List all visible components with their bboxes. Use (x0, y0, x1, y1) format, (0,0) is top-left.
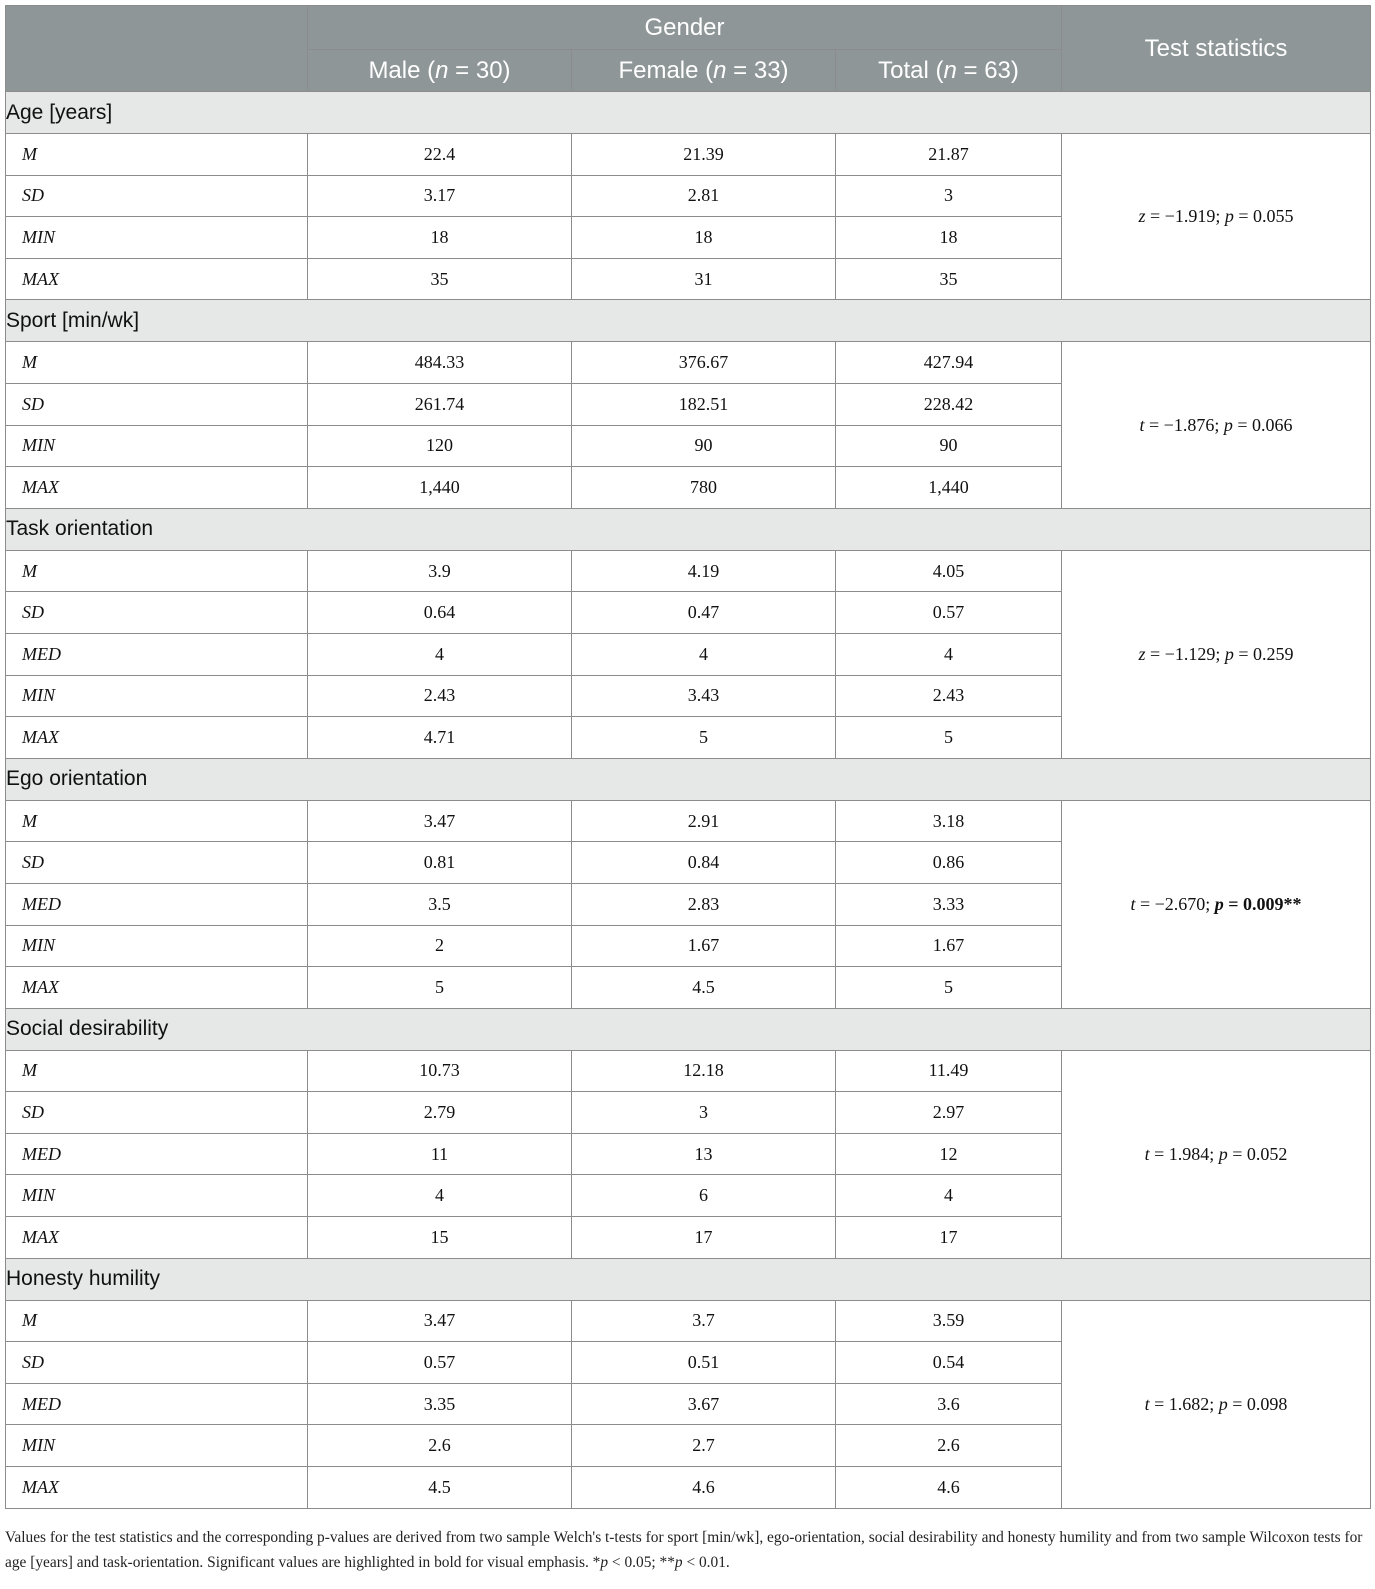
female-value: 4.5 (572, 967, 836, 1009)
male-value: 2.79 (308, 1092, 572, 1134)
total-value: 3.6 (836, 1383, 1062, 1425)
total-value: 4 (836, 633, 1062, 675)
footnote-p-symbol: p (600, 1554, 609, 1571)
male-value: 261.74 (308, 383, 572, 425)
male-value: 22.4 (308, 134, 572, 176)
female-value: 90 (572, 425, 836, 467)
female-value: 6 (572, 1175, 836, 1217)
total-value: 11.49 (836, 1050, 1062, 1092)
female-value: 2.91 (572, 800, 836, 842)
table-row (6, 550, 1371, 592)
p-symbol: p (1218, 1143, 1228, 1164)
header-gender: Gender (308, 6, 1062, 50)
footnote-text: Values for the test statistics and the corresponding p-values are derived from two sample Welch's t-tests for sport [min/wk], ego-orientation, social desirability and honesty humility and from two sample Wilcoxon tests for age [years] and task-orientation. Significant values are highlighted in bold for visual emphasis. * (5, 1529, 1363, 1571)
table-row (6, 1300, 1371, 1342)
statistic-label: MAX (6, 1217, 308, 1259)
statistic-label: MED (6, 633, 308, 675)
female-value: 3.67 (572, 1383, 836, 1425)
section-title: Social desirability (6, 1008, 1371, 1050)
p-symbol: p (1224, 643, 1234, 664)
statistic-label: SD (6, 592, 308, 634)
total-value: 2.97 (836, 1092, 1062, 1134)
footnote-p-symbol: p (674, 1554, 683, 1571)
total-value: 228.42 (836, 383, 1062, 425)
p-value-group (1215, 894, 1302, 914)
statistic-label: MAX (6, 717, 308, 759)
female-value: 182.51 (572, 383, 836, 425)
test-statistic (1062, 134, 1371, 300)
statistics-table (5, 5, 1371, 1509)
column-header-female: Female (n = 33) (572, 50, 836, 92)
female-value: 17 (572, 1217, 836, 1259)
female-value: 3 (572, 1092, 836, 1134)
male-value: 15 (308, 1217, 572, 1259)
p-symbol: p (1218, 1393, 1228, 1414)
test-statistic (1062, 550, 1371, 758)
total-value: 2.43 (836, 675, 1062, 717)
female-value: 2.7 (572, 1425, 836, 1467)
test-variable: t (1144, 1393, 1150, 1414)
table-row (6, 1050, 1371, 1092)
statistic-label: M (6, 134, 308, 176)
section-title: Ego orientation (6, 758, 1371, 800)
total-value: 4.6 (836, 1467, 1062, 1509)
footnote-threshold-1: < 0.05; ** (608, 1554, 675, 1571)
footnote-threshold-2: < 0.01. (682, 1554, 730, 1571)
male-value: 2 (308, 925, 572, 967)
female-value: 780 (572, 467, 836, 509)
section-header-row (6, 300, 1371, 342)
male-value: 1,440 (308, 467, 572, 509)
female-value: 4.19 (572, 550, 836, 592)
column-name: Total (878, 56, 929, 84)
statistic-label: SD (6, 175, 308, 217)
statistic-label: SD (6, 383, 308, 425)
total-value: 21.87 (836, 134, 1062, 176)
total-value: 3 (836, 175, 1062, 217)
section-header-row (6, 1258, 1371, 1300)
table-footnote (5, 1525, 1367, 1575)
statistic-label: MAX (6, 1467, 308, 1509)
total-value: 17 (836, 1217, 1062, 1259)
p-value: = 0.009** (1223, 893, 1302, 914)
male-value: 2.6 (308, 1425, 572, 1467)
section-title: Task orientation (6, 508, 1371, 550)
statistic-label: MIN (6, 1425, 308, 1467)
male-value: 5 (308, 967, 572, 1009)
p-symbol: p (1224, 206, 1234, 227)
male-value: 0.57 (308, 1342, 572, 1384)
male-value: 3.47 (308, 1300, 572, 1342)
statistic-label: SD (6, 842, 308, 884)
male-value: 4.5 (308, 1467, 572, 1509)
table-row (6, 342, 1371, 384)
column-n-value: = 33) (726, 56, 789, 84)
p-value-group (1225, 644, 1294, 664)
male-value: 3.5 (308, 883, 572, 925)
section-title: Honesty humility (6, 1258, 1371, 1300)
female-value: 12.18 (572, 1050, 836, 1092)
p-value-group (1224, 415, 1293, 435)
test-variable: t (1130, 893, 1136, 914)
total-value: 90 (836, 425, 1062, 467)
male-value: 4.71 (308, 717, 572, 759)
total-value: 3.59 (836, 1300, 1062, 1342)
total-value: 0.86 (836, 842, 1062, 884)
female-value: 0.84 (572, 842, 836, 884)
p-value: = 0.098 (1227, 1393, 1288, 1414)
section-title: Sport [min/wk] (6, 300, 1371, 342)
total-value: 0.57 (836, 592, 1062, 634)
p-value: = 0.055 (1233, 206, 1294, 227)
total-value: 18 (836, 217, 1062, 259)
male-value: 10.73 (308, 1050, 572, 1092)
male-value: 3.35 (308, 1383, 572, 1425)
male-value: 120 (308, 425, 572, 467)
statistic-label: M (6, 342, 308, 384)
female-value: 3.43 (572, 675, 836, 717)
test-statistic (1062, 800, 1371, 1008)
column-n-value: = 63) (956, 56, 1019, 84)
female-value: 4.6 (572, 1467, 836, 1509)
total-value: 3.33 (836, 883, 1062, 925)
p-symbol: p (1214, 893, 1224, 914)
p-value: = 0.066 (1232, 414, 1293, 435)
statistic-label: M (6, 1300, 308, 1342)
statistic-label: MAX (6, 258, 308, 300)
male-value: 2.43 (308, 675, 572, 717)
section-title: Age [years] (6, 92, 1371, 134)
male-value: 35 (308, 258, 572, 300)
female-value: 13 (572, 1133, 836, 1175)
p-value-group (1219, 1144, 1288, 1164)
female-value: 2.83 (572, 883, 836, 925)
male-value: 11 (308, 1133, 572, 1175)
statistic-label: MIN (6, 675, 308, 717)
total-value: 35 (836, 258, 1062, 300)
male-value: 0.64 (308, 592, 572, 634)
test-value: = 1.984; (1149, 1143, 1219, 1164)
test-variable: t (1139, 414, 1145, 435)
female-value: 4 (572, 633, 836, 675)
total-value: 427.94 (836, 342, 1062, 384)
header-corner-cell (6, 6, 308, 92)
test-value: = −1.919; (1145, 206, 1225, 227)
total-value: 3.18 (836, 800, 1062, 842)
female-value: 3.7 (572, 1300, 836, 1342)
total-value: 1.67 (836, 925, 1062, 967)
male-value: 3.47 (308, 800, 572, 842)
section-header-row (6, 758, 1371, 800)
female-value: 0.51 (572, 1342, 836, 1384)
total-value: 1,440 (836, 467, 1062, 509)
test-value: = −2.670; (1135, 893, 1215, 914)
p-value-group (1219, 1394, 1288, 1414)
female-value: 376.67 (572, 342, 836, 384)
male-value: 4 (308, 1175, 572, 1217)
male-value: 0.81 (308, 842, 572, 884)
total-value: 12 (836, 1133, 1062, 1175)
total-value: 4 (836, 1175, 1062, 1217)
test-value: = −1.129; (1145, 643, 1225, 664)
test-value: = 1.682; (1149, 1393, 1219, 1414)
table-row (6, 134, 1371, 176)
male-value: 18 (308, 217, 572, 259)
column-name: Female (618, 56, 699, 84)
statistic-label: MIN (6, 425, 308, 467)
statistic-label: M (6, 550, 308, 592)
section-header-row (6, 508, 1371, 550)
p-value-group (1225, 206, 1294, 226)
p-value: = 0.052 (1227, 1143, 1288, 1164)
statistic-label: MED (6, 1133, 308, 1175)
test-statistic (1062, 342, 1371, 508)
section-header-row (6, 1008, 1371, 1050)
statistic-label: MIN (6, 925, 308, 967)
female-value: 2.81 (572, 175, 836, 217)
total-value: 4.05 (836, 550, 1062, 592)
female-value: 5 (572, 717, 836, 759)
test-variable: z (1138, 206, 1146, 227)
column-n-symbol: n (713, 56, 727, 84)
table-row (6, 800, 1371, 842)
female-value: 18 (572, 217, 836, 259)
total-value: 0.54 (836, 1342, 1062, 1384)
table-header (6, 6, 1371, 92)
statistic-label: M (6, 1050, 308, 1092)
statistic-label: M (6, 800, 308, 842)
statistic-label: SD (6, 1092, 308, 1134)
header-test-statistics: Test statistics (1062, 6, 1371, 92)
statistic-label: SD (6, 1342, 308, 1384)
statistic-label: MIN (6, 217, 308, 259)
column-name: Male (368, 56, 421, 84)
male-value: 4 (308, 633, 572, 675)
test-statistic (1062, 1050, 1371, 1258)
p-value: = 0.259 (1233, 643, 1294, 664)
table-body (6, 92, 1371, 1509)
test-value: = −1.876; (1144, 414, 1224, 435)
male-value: 484.33 (308, 342, 572, 384)
female-value: 31 (572, 258, 836, 300)
female-value: 21.39 (572, 134, 836, 176)
p-symbol: p (1223, 414, 1233, 435)
female-value: 0.47 (572, 592, 836, 634)
statistic-label: MED (6, 883, 308, 925)
total-value: 5 (836, 717, 1062, 759)
section-header-row (6, 92, 1371, 134)
test-variable: t (1144, 1143, 1150, 1164)
test-variable: z (1138, 643, 1146, 664)
column-header-total: Total (n = 63) (836, 50, 1062, 92)
statistic-label: MAX (6, 467, 308, 509)
male-value: 3.9 (308, 550, 572, 592)
test-statistic (1062, 1300, 1371, 1508)
column-n-value: = 30) (448, 56, 511, 84)
column-header-male: Male (n = 30) (308, 50, 572, 92)
statistic-label: MED (6, 1383, 308, 1425)
total-value: 2.6 (836, 1425, 1062, 1467)
statistic-label: MIN (6, 1175, 308, 1217)
female-value: 1.67 (572, 925, 836, 967)
statistic-label: MAX (6, 967, 308, 1009)
total-value: 5 (836, 967, 1062, 1009)
column-n-symbol: n (943, 56, 957, 84)
male-value: 3.17 (308, 175, 572, 217)
column-n-symbol: n (435, 56, 449, 84)
